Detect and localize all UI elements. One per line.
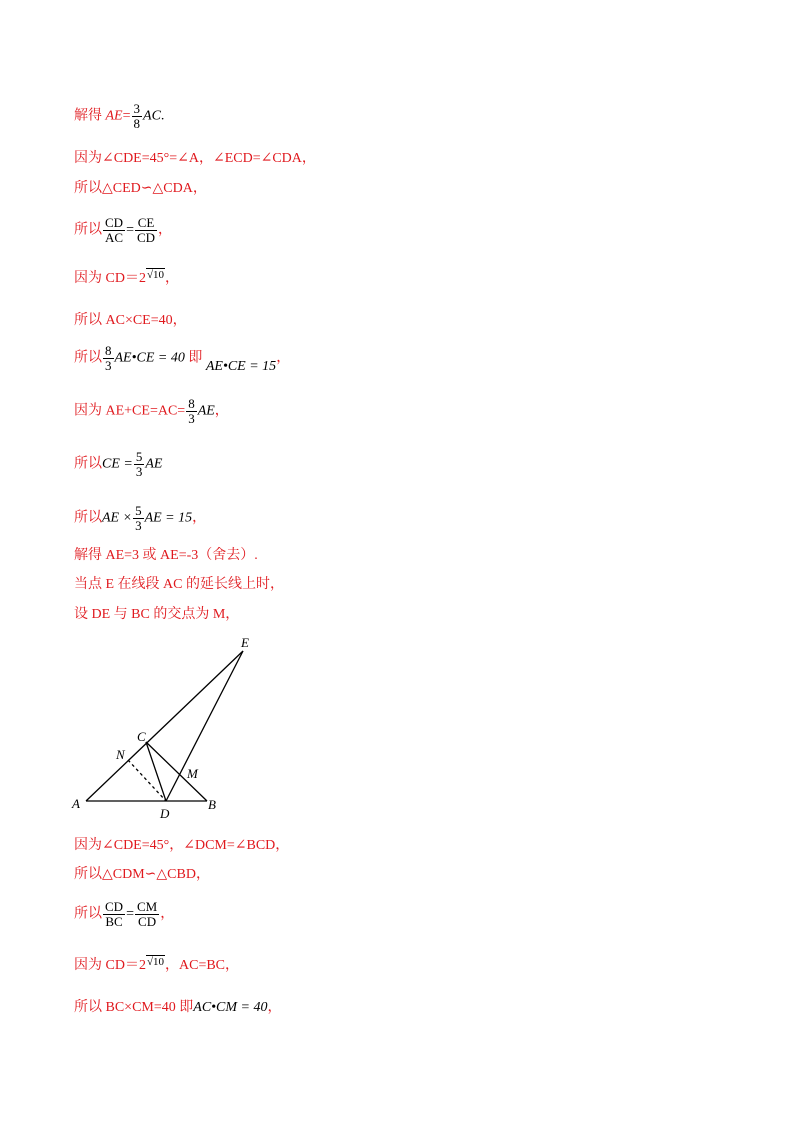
- line-product-2: [74, 999, 282, 1017]
- punct: .: [160, 108, 165, 124]
- line-angle-2: [74, 837, 289, 855]
- line-angle-equal: [74, 150, 316, 168]
- num: CD: [105, 215, 124, 230]
- punct: ，AC=BC，: [165, 958, 240, 973]
- fraction: [135, 900, 159, 929]
- num: 3: [133, 101, 141, 116]
- num: CE: [137, 215, 155, 230]
- num: 8: [188, 396, 195, 411]
- text: 所以: [74, 222, 102, 238]
- punct: ，: [192, 510, 207, 526]
- den: 3: [135, 464, 143, 479]
- fraction: [132, 102, 143, 131]
- line-cd-value-2: [74, 957, 239, 975]
- text: 所以: [74, 456, 102, 472]
- fraction: [134, 450, 145, 479]
- fraction: [103, 344, 114, 373]
- expr: AE•CE = 15: [205, 358, 277, 374]
- geometry-figure: [60, 632, 270, 822]
- den: 3: [105, 358, 112, 373]
- punct: ，: [158, 222, 173, 238]
- eq: =: [126, 906, 134, 922]
- label-e: E: [241, 635, 249, 650]
- punct: ，: [214, 403, 229, 419]
- den: CD: [135, 914, 159, 929]
- line-product: [74, 312, 187, 330]
- expr: AE = 15: [144, 510, 193, 526]
- punct: ，: [160, 906, 175, 922]
- segment-de: [166, 651, 243, 801]
- line-ae-ce-sum: [74, 397, 229, 426]
- eq: =: [122, 108, 131, 124]
- text: 因为 CD＝2: [74, 271, 146, 286]
- num: 8: [105, 343, 112, 358]
- num: 5: [135, 449, 143, 464]
- text: 所以 BC×CM=40 即: [74, 1000, 194, 1015]
- label-d: D: [160, 806, 170, 821]
- num: CM: [136, 899, 158, 914]
- expr: AE ×: [102, 510, 133, 526]
- segment-nd-dashed: [128, 760, 166, 801]
- text: 所以: [74, 350, 102, 366]
- line-solve-result: [74, 547, 258, 565]
- fraction: [135, 216, 157, 245]
- num: CD: [105, 899, 124, 914]
- var: AC: [143, 108, 161, 124]
- line-case-2: [74, 576, 284, 594]
- den: 3: [188, 411, 195, 426]
- text: 解得: [74, 108, 106, 124]
- sqrt-value: 10: [153, 956, 164, 968]
- text: 因为∠CDE=45°，∠DCM=∠BCD，: [74, 838, 290, 853]
- line-similar-1: [74, 180, 207, 198]
- text: 所以△CED∽△CDA，: [74, 181, 207, 196]
- fraction: [103, 900, 125, 929]
- segment-ae: [86, 651, 243, 801]
- label-n: N: [116, 747, 125, 762]
- text: 所以: [74, 906, 102, 922]
- expr: AE•CE = 40: [114, 350, 185, 366]
- sqrt-icon: √10: [146, 956, 164, 968]
- text: 即: [188, 350, 203, 366]
- text: 因为∠CDE=45°=∠A，∠ECD=∠CDA，: [74, 151, 316, 166]
- var: AE: [197, 403, 215, 419]
- den: CD: [136, 230, 156, 245]
- var: AE: [145, 456, 163, 472]
- label-a: A: [72, 796, 80, 811]
- line-solve-ae: [74, 102, 164, 131]
- text: 所以: [74, 510, 102, 526]
- fraction: [103, 216, 125, 245]
- line-ratio-2: [74, 900, 174, 929]
- line-similar-2: [74, 866, 210, 884]
- fraction: [133, 504, 144, 533]
- text: 因为 CD＝2: [74, 958, 146, 973]
- text: 因为 AE+CE=AC=: [74, 403, 186, 419]
- punct: ，: [165, 271, 179, 286]
- den: 8: [133, 116, 141, 131]
- expr: AC•CM = 40: [193, 1000, 268, 1015]
- text: 所以 AC×CE=40，: [74, 313, 187, 328]
- label-b: B: [208, 797, 216, 812]
- den: BC: [103, 914, 125, 929]
- line-ae-eq: [74, 504, 206, 533]
- text: 所以△CDM∽△CBD，: [74, 867, 210, 882]
- den: AC: [105, 230, 124, 245]
- den: 3: [135, 518, 142, 533]
- var: AE: [105, 108, 123, 124]
- label-m: M: [187, 766, 198, 781]
- num: 5: [135, 503, 142, 518]
- sqrt-icon: √10: [146, 269, 164, 281]
- fraction: [186, 397, 197, 426]
- punct: ，: [276, 350, 291, 366]
- eq: =: [126, 222, 134, 238]
- expr: CE =: [102, 456, 133, 472]
- label-c: C: [137, 729, 146, 744]
- sqrt-value: 10: [153, 269, 164, 281]
- line-ratio-1: [74, 216, 172, 245]
- line-cd-value: [74, 270, 179, 288]
- text: 设 DE 与 BC 的交点为 M，: [74, 607, 240, 622]
- line-ce-expr: [74, 450, 162, 479]
- line-eq-15: [74, 344, 290, 373]
- line-set-m: [74, 606, 239, 624]
- text: 解得 AE=3 或 AE=-3（舍去）.: [74, 548, 258, 563]
- text: 当点 E 在线段 AC 的延长线上时，: [74, 577, 284, 592]
- segment-cb: [146, 742, 207, 801]
- punct: ，: [267, 1000, 282, 1015]
